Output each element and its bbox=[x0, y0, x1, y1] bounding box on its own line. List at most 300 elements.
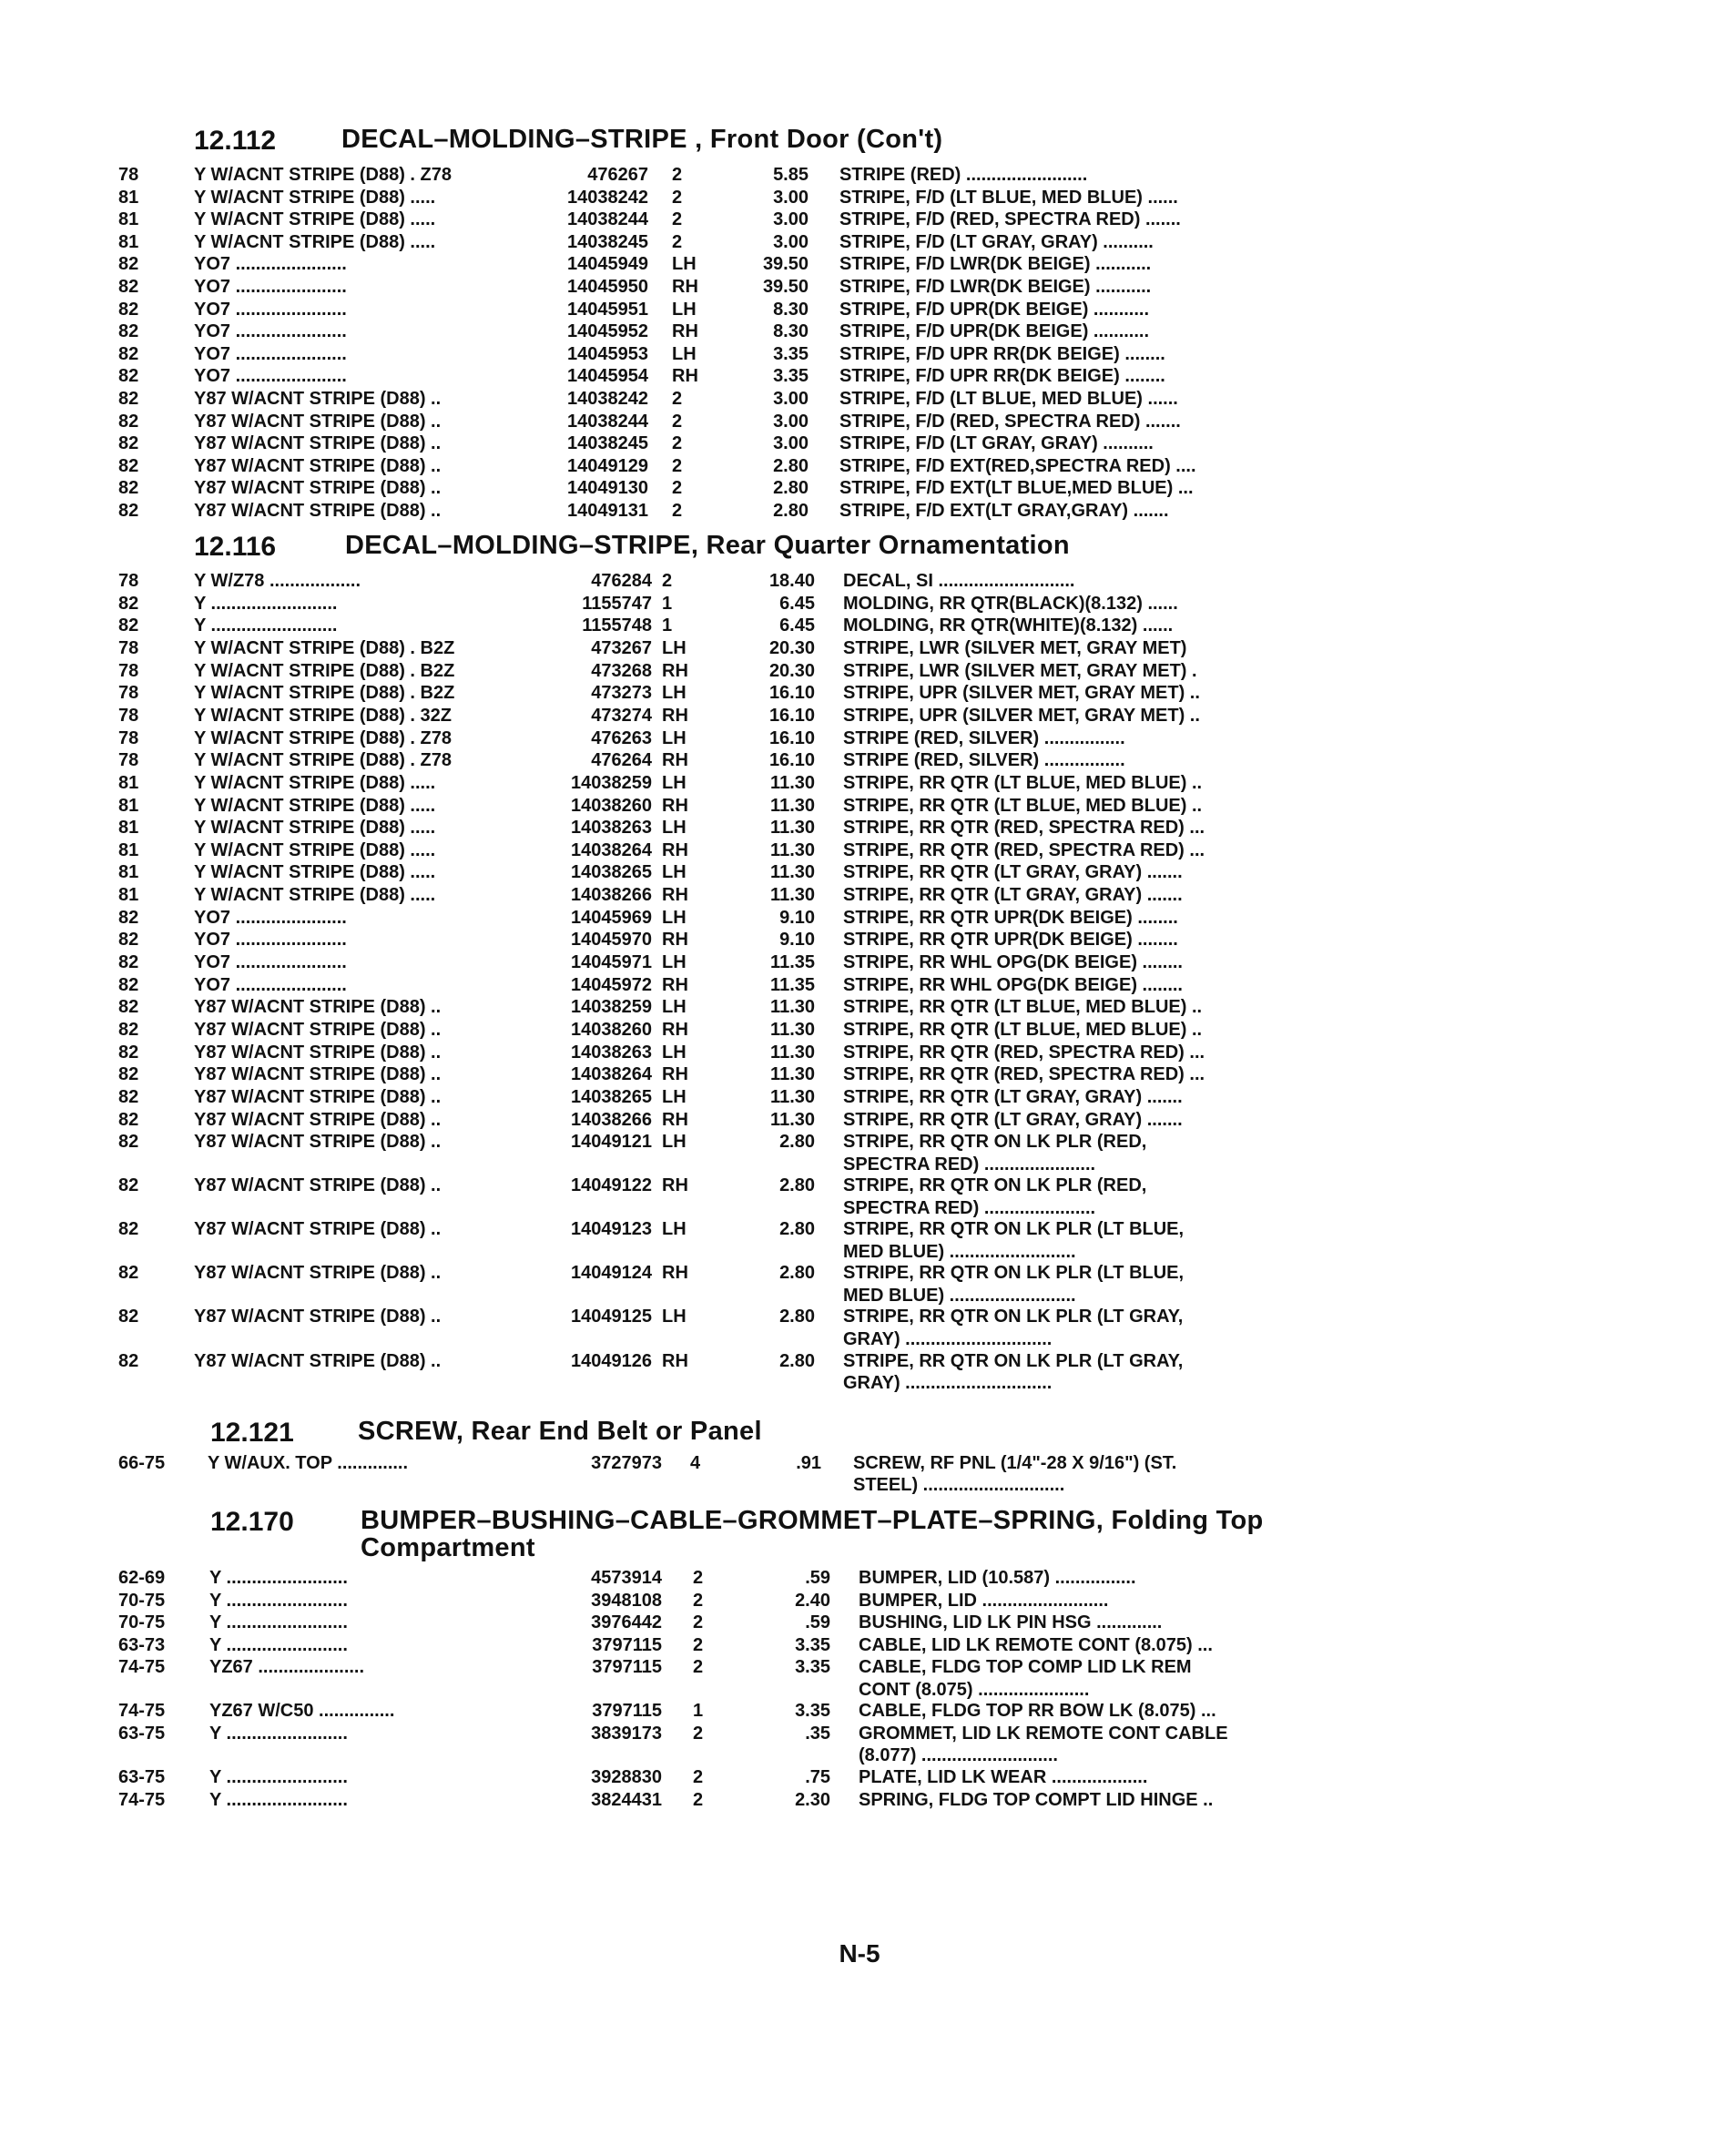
part-number: 14038245 bbox=[567, 231, 648, 252]
quantity: RH bbox=[672, 277, 698, 297]
model-usage: YO7 ...................... bbox=[194, 299, 347, 320]
part-description: STRIPE, RR QTR (LT GRAY, GRAY) ....... bbox=[843, 862, 1183, 883]
part-description: DECAL, SI ........................... bbox=[843, 571, 1075, 591]
model-year: 81 bbox=[118, 231, 139, 252]
model-year: 74-75 bbox=[118, 1789, 166, 1810]
price: 3.35 bbox=[773, 366, 809, 387]
part-description: STRIPE, F/D UPR(DK BEIGE) ........... bbox=[839, 299, 1150, 320]
part-description: STRIPE, F/D UPR(DK BEIGE) ........... bbox=[839, 321, 1150, 342]
part-number: 3727973 bbox=[591, 1453, 662, 1473]
part-number: 3824431 bbox=[591, 1789, 662, 1810]
model-year: 70-75 bbox=[118, 1612, 166, 1633]
price: 3.00 bbox=[773, 187, 809, 208]
quantity: 2 bbox=[693, 1789, 704, 1810]
part-description: STRIPE, RR QTR (LT BLUE, MED BLUE) .. bbox=[843, 1020, 1203, 1040]
section-title: DECAL–MOLDING–STRIPE , Front Door (Con't) bbox=[341, 125, 943, 154]
price: 8.30 bbox=[773, 299, 809, 320]
model-usage: Y W/ACNT STRIPE (D88) . Z78 bbox=[194, 750, 453, 771]
model-year: 81 bbox=[118, 795, 139, 816]
quantity: LH bbox=[662, 862, 687, 883]
model-year: 82 bbox=[118, 1042, 139, 1063]
part-number: 14038265 bbox=[571, 862, 652, 883]
price: 2.80 bbox=[773, 478, 809, 499]
quantity: 2 bbox=[693, 1568, 704, 1588]
quantity: LH bbox=[662, 1086, 687, 1107]
model-usage: Y87 W/ACNT STRIPE (D88) .. bbox=[194, 1263, 442, 1284]
model-year: 78 bbox=[118, 705, 139, 726]
model-usage: Y W/ACNT STRIPE (D88) . Z78 bbox=[194, 727, 453, 748]
part-number: 14038263 bbox=[571, 818, 652, 839]
price: 2.30 bbox=[795, 1789, 830, 1810]
section-heading bbox=[0, 1506, 1719, 1562]
part-description: STRIPE, RR WHL OPG(DK BEIGE) ........ bbox=[843, 952, 1183, 973]
part-number: 14049129 bbox=[567, 455, 648, 476]
part-number: 3797115 bbox=[592, 1634, 662, 1655]
quantity: RH bbox=[662, 839, 688, 860]
part-description: STRIPE, UPR (SILVER MET, GRAY MET) .. bbox=[843, 705, 1200, 726]
part-number: 14038259 bbox=[571, 997, 652, 1018]
part-number: 14049124 bbox=[571, 1263, 652, 1284]
quantity: 2 bbox=[662, 571, 673, 591]
price: 11.30 bbox=[770, 1042, 815, 1063]
price: 2.80 bbox=[773, 501, 809, 521]
price: 6.45 bbox=[779, 593, 815, 614]
part-description: STRIPE, RR QTR (LT BLUE, MED BLUE) .. bbox=[843, 795, 1203, 816]
part-number: 14045970 bbox=[571, 930, 652, 951]
part-description: STRIPE, RR QTR (RED, SPECTRA RED) ... bbox=[843, 1064, 1205, 1085]
model-usage: YO7 ...................... bbox=[194, 343, 347, 364]
model-usage: Y W/ACNT STRIPE (D88) ..... bbox=[194, 231, 436, 252]
model-year: 78 bbox=[118, 660, 139, 681]
quantity: RH bbox=[662, 1020, 688, 1040]
part-number: 476264 bbox=[591, 750, 652, 771]
quantity: 2 bbox=[672, 501, 683, 521]
price: 18.40 bbox=[768, 571, 815, 591]
part-description: STRIPE, F/D LWR(DK BEIGE) ........... bbox=[839, 254, 1152, 275]
part-number: 14038242 bbox=[567, 389, 648, 409]
model-usage: Y87 W/ACNT STRIPE (D88) .. bbox=[194, 1307, 442, 1327]
price: 9.10 bbox=[779, 930, 815, 951]
model-year: 82 bbox=[118, 299, 139, 320]
part-number: 14038259 bbox=[571, 772, 652, 793]
model-usage: Y87 W/ACNT STRIPE (D88) .. bbox=[194, 1020, 442, 1040]
price: .91 bbox=[796, 1453, 821, 1473]
part-description: STRIPE, RR QTR (RED, SPECTRA RED) ... bbox=[843, 839, 1205, 860]
part-description: STRIPE (RED, SILVER) ................ bbox=[843, 750, 1125, 771]
price: 5.85 bbox=[773, 165, 809, 185]
model-usage: Y W/ACNT STRIPE (D88) . B2Z bbox=[194, 683, 455, 704]
model-year: 82 bbox=[118, 343, 139, 364]
quantity: LH bbox=[662, 727, 687, 748]
part-description: SCREW, RF PNL (1/4"-28 X 9/16") (ST. STEEL) ............................ bbox=[853, 1453, 1177, 1496]
part-description: STRIPE, RR QTR UPR(DK BEIGE) ........ bbox=[843, 907, 1178, 928]
model-year: 63-75 bbox=[118, 1766, 166, 1787]
section-title: DECAL–MOLDING–STRIPE, Rear Quarter Ornamentation bbox=[345, 531, 1070, 560]
price: 2.80 bbox=[779, 1307, 815, 1327]
quantity: RH bbox=[662, 974, 688, 995]
model-year: 82 bbox=[118, 277, 139, 297]
price: 16.10 bbox=[768, 750, 815, 771]
model-usage: Y ........................ bbox=[209, 1766, 348, 1787]
part-description: CABLE, LID LK REMOTE CONT (8.075) ... bbox=[859, 1634, 1213, 1655]
quantity: 2 bbox=[672, 165, 683, 185]
model-usage: Y87 W/ACNT STRIPE (D88) .. bbox=[194, 1132, 442, 1153]
quantity: 2 bbox=[693, 1766, 704, 1787]
model-year: 82 bbox=[118, 1086, 139, 1107]
model-year: 82 bbox=[118, 593, 139, 614]
part-description: STRIPE, F/D UPR RR(DK BEIGE) ........ bbox=[839, 343, 1165, 364]
model-year: 82 bbox=[118, 997, 139, 1018]
part-description: STRIPE, RR QTR (LT GRAY, GRAY) ....... bbox=[843, 1086, 1183, 1107]
model-year: 82 bbox=[118, 1109, 139, 1130]
part-number: 14038264 bbox=[571, 1064, 652, 1085]
quantity: LH bbox=[662, 1307, 687, 1327]
part-number: 14045952 bbox=[567, 321, 648, 342]
part-number: 14038245 bbox=[567, 433, 648, 454]
part-number: 14049121 bbox=[571, 1132, 652, 1153]
part-number: 14038244 bbox=[567, 209, 648, 230]
quantity: LH bbox=[662, 997, 687, 1018]
model-year: 82 bbox=[118, 321, 139, 342]
model-year: 82 bbox=[118, 1132, 139, 1153]
model-year: 82 bbox=[118, 389, 139, 409]
part-number: 476267 bbox=[587, 165, 648, 185]
price: 8.30 bbox=[773, 321, 809, 342]
quantity: RH bbox=[662, 885, 688, 906]
section-number: 12.112 bbox=[194, 126, 277, 156]
part-number: 473268 bbox=[591, 660, 652, 681]
part-number: 14038265 bbox=[571, 1086, 652, 1107]
part-number: 14049126 bbox=[571, 1350, 652, 1371]
model-usage: Y W/ACNT STRIPE (D88) ..... bbox=[194, 818, 436, 839]
model-year: 82 bbox=[118, 952, 139, 973]
section-number: 12.116 bbox=[194, 532, 277, 562]
section-title: BUMPER–BUSHING–CABLE–GROMMET–PLATE–SPRING, Folding Top Compartment bbox=[361, 1506, 1264, 1562]
part-description: CABLE, FLDG TOP RR BOW LK (8.075) ... bbox=[859, 1701, 1216, 1722]
part-description: STRIPE, F/D EXT(RED,SPECTRA RED) .... bbox=[839, 455, 1196, 476]
part-description: STRIPE, F/D LWR(DK BEIGE) ........... bbox=[839, 277, 1152, 297]
model-usage: Y W/Z78 .................. bbox=[194, 571, 361, 591]
part-number: 14038264 bbox=[571, 839, 652, 860]
price: 3.35 bbox=[795, 1634, 830, 1655]
model-usage: Y W/ACNT STRIPE (D88) ..... bbox=[194, 885, 436, 906]
price: 20.30 bbox=[768, 637, 815, 658]
part-description: BUSHING, LID LK PIN HSG ............. bbox=[859, 1612, 1163, 1633]
part-number: 14045953 bbox=[567, 343, 648, 364]
model-usage: Y W/ACNT STRIPE (D88) ..... bbox=[194, 839, 436, 860]
quantity: LH bbox=[672, 343, 697, 364]
quantity: 2 bbox=[672, 187, 683, 208]
part-number: 3948108 bbox=[591, 1590, 662, 1611]
part-number: 14038242 bbox=[567, 187, 648, 208]
part-description: STRIPE, RR QTR ON LK PLR (LT GRAY, GRAY) ............................. bbox=[843, 1307, 1184, 1349]
price: 11.35 bbox=[770, 974, 815, 995]
part-description: STRIPE, RR QTR (LT GRAY, GRAY) ....... bbox=[843, 885, 1183, 906]
model-year: 78 bbox=[118, 571, 139, 591]
quantity: 2 bbox=[693, 1657, 704, 1678]
price: 3.00 bbox=[773, 389, 809, 409]
section-number: 12.170 bbox=[210, 1507, 294, 1537]
quantity: 1 bbox=[662, 593, 673, 614]
model-usage: YZ67 ..................... bbox=[209, 1657, 365, 1678]
model-usage: Y ......................... bbox=[194, 593, 338, 614]
part-number: 1155748 bbox=[582, 615, 652, 636]
part-description: BUMPER, LID (10.587) ................ bbox=[859, 1568, 1136, 1588]
price: 11.30 bbox=[770, 885, 815, 906]
part-number: 1155747 bbox=[582, 593, 652, 614]
part-description: STRIPE, LWR (SILVER MET, GRAY MET) . bbox=[843, 660, 1197, 681]
model-year: 82 bbox=[118, 1020, 139, 1040]
part-number: 476284 bbox=[591, 571, 652, 591]
price: .75 bbox=[805, 1766, 830, 1787]
part-number: 14045969 bbox=[571, 907, 652, 928]
model-year: 82 bbox=[118, 1350, 139, 1371]
quantity: 2 bbox=[672, 455, 683, 476]
model-usage: Y ........................ bbox=[209, 1723, 348, 1744]
model-usage: Y W/ACNT STRIPE (D88) ..... bbox=[194, 772, 436, 793]
part-number: 14045971 bbox=[571, 952, 652, 973]
price: 2.80 bbox=[779, 1132, 815, 1153]
model-year: 66-75 bbox=[118, 1453, 166, 1473]
model-year: 82 bbox=[118, 254, 139, 275]
part-number: 14038263 bbox=[571, 1042, 652, 1063]
part-description: STRIPE, F/D UPR RR(DK BEIGE) ........ bbox=[839, 366, 1165, 387]
model-year: 63-73 bbox=[118, 1634, 166, 1655]
price: 3.35 bbox=[795, 1657, 830, 1678]
quantity: 2 bbox=[693, 1590, 704, 1611]
section-number: 12.121 bbox=[210, 1418, 294, 1448]
model-year: 63-75 bbox=[118, 1723, 166, 1744]
price: 39.50 bbox=[762, 254, 809, 275]
quantity: LH bbox=[662, 1042, 687, 1063]
model-year: 78 bbox=[118, 683, 139, 704]
model-year: 82 bbox=[118, 1064, 139, 1085]
price: 3.35 bbox=[795, 1701, 830, 1722]
quantity: 2 bbox=[672, 433, 683, 454]
model-usage: YO7 ...................... bbox=[194, 254, 347, 275]
model-usage: YO7 ...................... bbox=[194, 277, 347, 297]
quantity: LH bbox=[662, 952, 687, 973]
model-year: 82 bbox=[118, 478, 139, 499]
section-heading bbox=[0, 126, 1719, 162]
price: 39.50 bbox=[762, 277, 809, 297]
price: 3.00 bbox=[773, 411, 809, 432]
part-number: 3797115 bbox=[592, 1657, 662, 1678]
part-description: STRIPE, RR QTR (LT BLUE, MED BLUE) .. bbox=[843, 997, 1203, 1018]
model-usage: Y87 W/ACNT STRIPE (D88) .. bbox=[194, 389, 442, 409]
model-year: 78 bbox=[118, 750, 139, 771]
part-number: 14045951 bbox=[567, 299, 648, 320]
part-description: STRIPE, RR QTR ON LK PLR (LT BLUE, MED BLUE) ......................... bbox=[843, 1263, 1185, 1306]
part-number: 14038260 bbox=[571, 795, 652, 816]
quantity: 2 bbox=[693, 1723, 704, 1744]
model-usage: YO7 ...................... bbox=[194, 366, 347, 387]
part-number: 14045972 bbox=[571, 974, 652, 995]
part-number: 14049131 bbox=[567, 501, 648, 521]
model-year: 81 bbox=[118, 839, 139, 860]
model-usage: Y W/ACNT STRIPE (D88) . B2Z bbox=[194, 637, 455, 658]
price: 3.00 bbox=[773, 433, 809, 454]
quantity: RH bbox=[662, 1064, 688, 1085]
quantity: 4 bbox=[690, 1453, 701, 1473]
price: 6.45 bbox=[779, 615, 815, 636]
model-usage: Y ......................... bbox=[194, 615, 338, 636]
section-title: SCREW, Rear End Belt or Panel bbox=[358, 1417, 762, 1446]
part-description: STRIPE, RR QTR ON LK PLR (RED, SPECTRA RED) ...................... bbox=[843, 1132, 1147, 1175]
part-number: 473274 bbox=[591, 705, 652, 726]
price: 2.80 bbox=[779, 1350, 815, 1371]
price: 2.80 bbox=[779, 1219, 815, 1240]
part-number: 3928830 bbox=[591, 1766, 662, 1787]
quantity: 1 bbox=[662, 615, 673, 636]
price: 11.30 bbox=[770, 795, 815, 816]
quantity: RH bbox=[662, 1263, 688, 1284]
model-usage: YO7 ...................... bbox=[194, 930, 347, 951]
quantity: RH bbox=[662, 660, 688, 681]
quantity: LH bbox=[662, 637, 687, 658]
page-number: N-5 bbox=[839, 1939, 880, 1968]
part-number: 3839173 bbox=[591, 1723, 662, 1744]
part-description: STRIPE (RED) ........................ bbox=[839, 165, 1088, 185]
model-year: 81 bbox=[118, 772, 139, 793]
model-year: 81 bbox=[118, 885, 139, 906]
model-year: 78 bbox=[118, 165, 139, 185]
model-usage: Y87 W/ACNT STRIPE (D88) .. bbox=[194, 1175, 442, 1196]
part-number: 4573914 bbox=[591, 1568, 662, 1588]
model-usage: Y87 W/ACNT STRIPE (D88) .. bbox=[194, 997, 442, 1018]
part-description: STRIPE (RED, SILVER) ................ bbox=[843, 727, 1125, 748]
model-usage: Y87 W/ACNT STRIPE (D88) .. bbox=[194, 1350, 442, 1371]
model-year: 82 bbox=[118, 1219, 139, 1240]
part-description: STRIPE, RR QTR (RED, SPECTRA RED) ... bbox=[843, 1042, 1205, 1063]
price: 11.30 bbox=[770, 839, 815, 860]
part-description: STRIPE, F/D (LT BLUE, MED BLUE) ...... bbox=[839, 187, 1178, 208]
section-heading bbox=[0, 1418, 1719, 1454]
part-description: STRIPE, RR QTR (LT BLUE, MED BLUE) .. bbox=[843, 772, 1203, 793]
part-description: GROMMET, LID LK REMOTE CONT CABLE (8.077) ........................... bbox=[859, 1723, 1228, 1766]
price: 9.10 bbox=[779, 907, 815, 928]
part-description: STRIPE, RR QTR (RED, SPECTRA RED) ... bbox=[843, 818, 1205, 839]
price: 2.80 bbox=[773, 455, 809, 476]
price: 11.30 bbox=[770, 997, 815, 1018]
price: 16.10 bbox=[768, 705, 815, 726]
part-description: STRIPE, LWR (SILVER MET, GRAY MET) bbox=[843, 637, 1187, 658]
price: .59 bbox=[805, 1612, 830, 1633]
part-description: STRIPE, F/D EXT(LT BLUE,MED BLUE) ... bbox=[839, 478, 1194, 499]
part-number: 473267 bbox=[591, 637, 652, 658]
quantity: 2 bbox=[672, 231, 683, 252]
part-number: 14049123 bbox=[571, 1219, 652, 1240]
quantity: RH bbox=[662, 795, 688, 816]
model-year: 74-75 bbox=[118, 1657, 166, 1678]
model-usage: Y87 W/ACNT STRIPE (D88) .. bbox=[194, 1086, 442, 1107]
model-usage: YO7 ...................... bbox=[194, 907, 347, 928]
quantity: RH bbox=[662, 1350, 688, 1371]
model-usage: Y W/ACNT STRIPE (D88) ..... bbox=[194, 209, 436, 230]
price: 16.10 bbox=[768, 683, 815, 704]
model-year: 82 bbox=[118, 411, 139, 432]
price: 2.80 bbox=[779, 1263, 815, 1284]
model-year: 81 bbox=[118, 209, 139, 230]
price: 11.30 bbox=[770, 1109, 815, 1130]
quantity: LH bbox=[662, 1219, 687, 1240]
model-year: 70-75 bbox=[118, 1590, 166, 1611]
model-usage: YO7 ...................... bbox=[194, 321, 347, 342]
model-usage: Y87 W/ACNT STRIPE (D88) .. bbox=[194, 1064, 442, 1085]
quantity: 2 bbox=[672, 411, 683, 432]
model-year: 81 bbox=[118, 187, 139, 208]
model-year: 82 bbox=[118, 1307, 139, 1327]
part-description: BUMPER, LID ......................... bbox=[859, 1590, 1109, 1611]
model-usage: YZ67 W/C50 ............... bbox=[209, 1701, 395, 1722]
part-description: STRIPE, F/D (LT GRAY, GRAY) .......... bbox=[839, 433, 1154, 454]
part-description: STRIPE, F/D EXT(LT GRAY,GRAY) ....... bbox=[839, 501, 1169, 521]
price: 11.30 bbox=[770, 862, 815, 883]
model-usage: Y W/ACNT STRIPE (D88) . B2Z bbox=[194, 660, 455, 681]
part-number: 14049122 bbox=[571, 1175, 652, 1196]
part-number: 14038266 bbox=[571, 1109, 652, 1130]
model-year: 82 bbox=[118, 501, 139, 521]
quantity: 2 bbox=[672, 209, 683, 230]
part-number: 476263 bbox=[591, 727, 652, 748]
part-description: STRIPE, F/D (LT BLUE, MED BLUE) ...... bbox=[839, 389, 1178, 409]
part-description: STRIPE, RR WHL OPG(DK BEIGE) ........ bbox=[843, 974, 1183, 995]
price: 11.30 bbox=[770, 1020, 815, 1040]
quantity: LH bbox=[662, 907, 687, 928]
model-usage: Y W/ACNT STRIPE (D88) ..... bbox=[194, 187, 436, 208]
price: 2.40 bbox=[795, 1590, 830, 1611]
model-year: 82 bbox=[118, 974, 139, 995]
model-year: 82 bbox=[118, 366, 139, 387]
quantity: RH bbox=[662, 705, 688, 726]
quantity: RH bbox=[662, 750, 688, 771]
model-year: 82 bbox=[118, 455, 139, 476]
model-usage: Y W/ACNT STRIPE (D88) . Z78 bbox=[194, 165, 453, 185]
part-description: STRIPE, RR QTR UPR(DK BEIGE) ........ bbox=[843, 930, 1178, 951]
price: 11.30 bbox=[770, 1064, 815, 1085]
model-year: 78 bbox=[118, 727, 139, 748]
model-year: 81 bbox=[118, 818, 139, 839]
model-usage: Y W/ACNT STRIPE (D88) . 32Z bbox=[194, 705, 453, 726]
quantity: RH bbox=[672, 321, 698, 342]
quantity: RH bbox=[672, 366, 698, 387]
model-usage: Y W/ACNT STRIPE (D88) ..... bbox=[194, 795, 436, 816]
model-usage: Y87 W/ACNT STRIPE (D88) .. bbox=[194, 501, 442, 521]
quantity: 2 bbox=[693, 1612, 704, 1633]
model-usage: Y ........................ bbox=[209, 1789, 348, 1810]
price: 3.35 bbox=[773, 343, 809, 364]
model-usage: Y ........................ bbox=[209, 1634, 348, 1655]
model-usage: Y ........................ bbox=[209, 1568, 348, 1588]
part-number: 14038266 bbox=[571, 885, 652, 906]
model-year: 74-75 bbox=[118, 1701, 166, 1722]
price: 20.30 bbox=[768, 660, 815, 681]
price: 11.30 bbox=[770, 772, 815, 793]
quantity: RH bbox=[662, 1175, 688, 1196]
part-description: STRIPE, RR QTR ON LK PLR (RED, SPECTRA RED) ...................... bbox=[843, 1175, 1147, 1218]
part-number: 14038244 bbox=[567, 411, 648, 432]
part-number: 3976442 bbox=[591, 1612, 662, 1633]
model-usage: Y87 W/ACNT STRIPE (D88) .. bbox=[194, 478, 442, 499]
part-description: STRIPE, F/D (RED, SPECTRA RED) ....... bbox=[839, 411, 1181, 432]
quantity: LH bbox=[672, 254, 697, 275]
quantity: LH bbox=[662, 818, 687, 839]
model-year: 82 bbox=[118, 930, 139, 951]
part-description: STRIPE, RR QTR ON LK PLR (LT BLUE, MED BLUE) ......................... bbox=[843, 1219, 1185, 1262]
price: 3.00 bbox=[773, 231, 809, 252]
model-year: 81 bbox=[118, 862, 139, 883]
part-number: 473273 bbox=[591, 683, 652, 704]
